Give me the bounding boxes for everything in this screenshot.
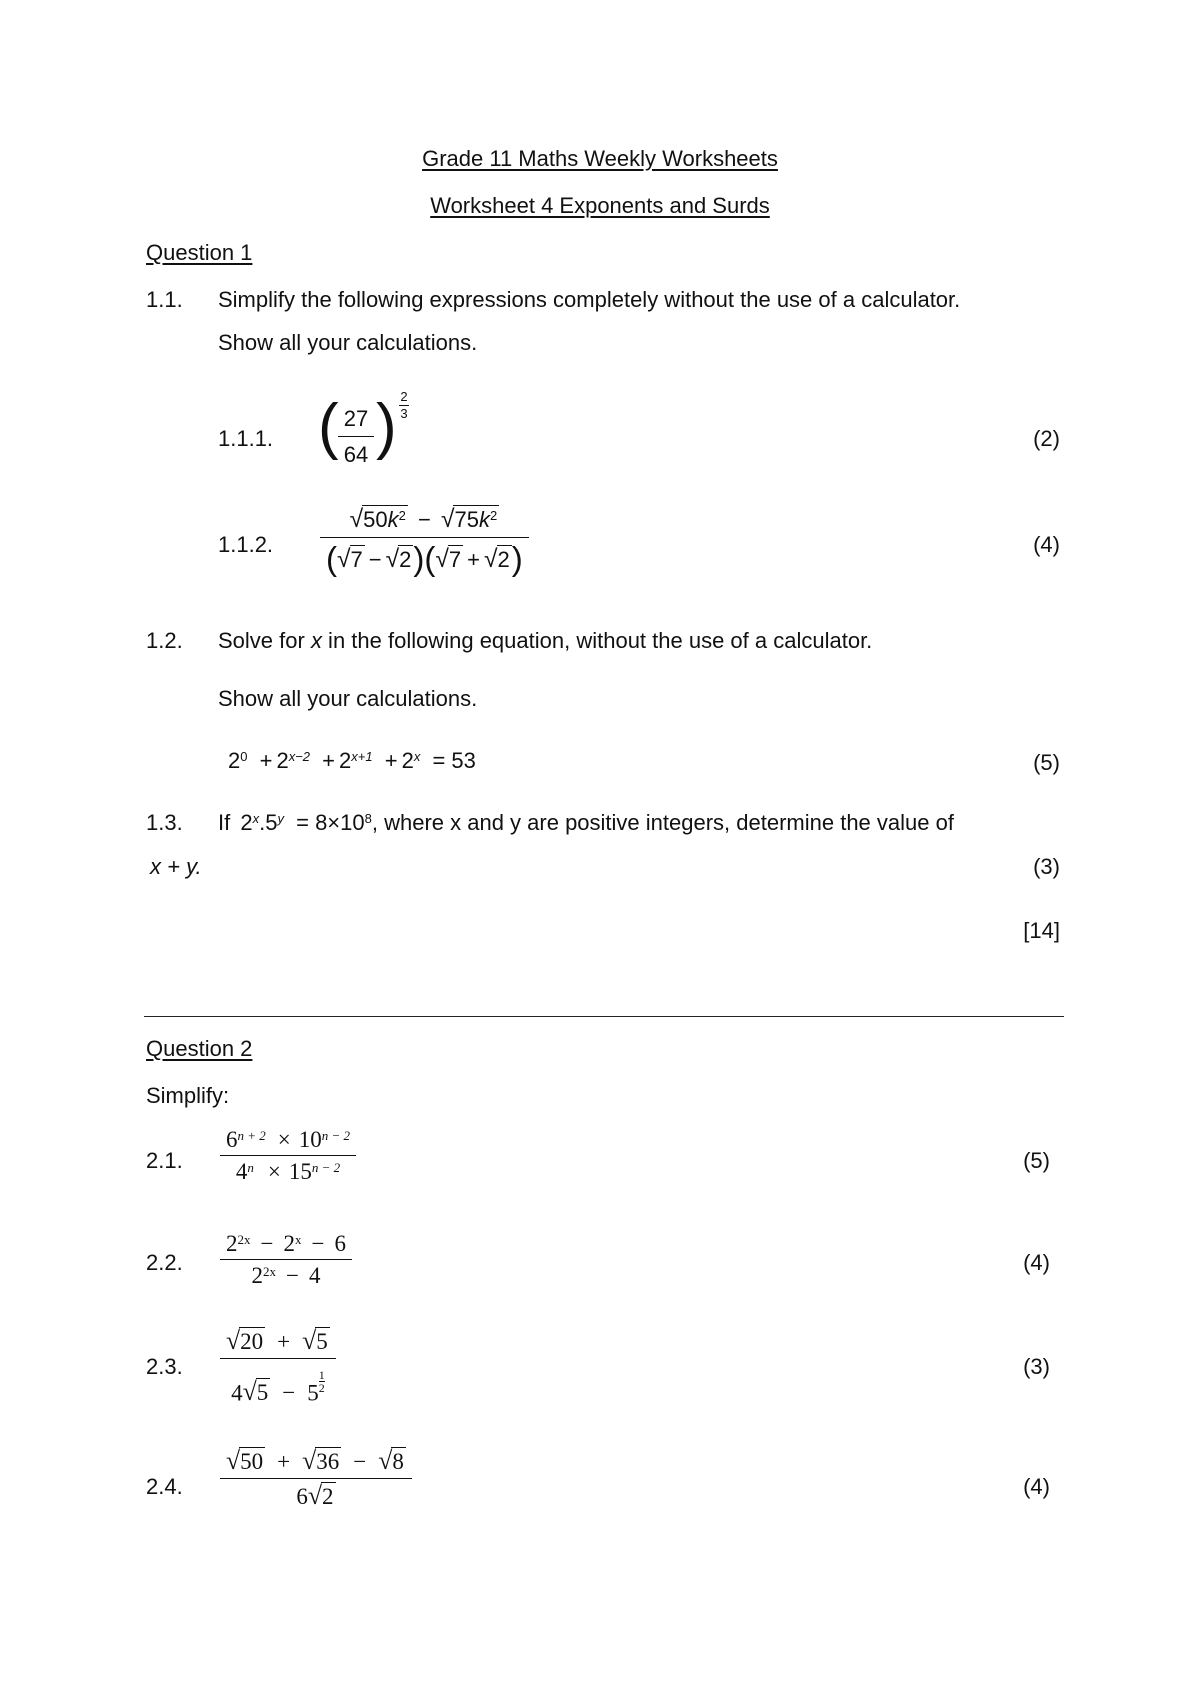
minus-sign: −: [368, 547, 382, 573]
exponent: 0: [240, 748, 248, 764]
fraction-denominator: $2^{2x} - 4$: [220, 1259, 352, 1287]
radical: √50: [226, 1446, 264, 1475]
radical: √8: [378, 1446, 404, 1475]
fraction-bar: [338, 436, 374, 437]
left-paren: (: [326, 539, 337, 577]
left-paren: (: [318, 392, 339, 461]
q2-1-expression: [220, 1128, 356, 1183]
fraction-denominator: 64: [343, 442, 369, 467]
q1-3-marks: (3): [1033, 854, 1060, 879]
q2-3-number: 2.3.: [146, 1354, 183, 1379]
fraction-numerator: [320, 508, 529, 537]
q2-4-expression: [220, 1448, 412, 1509]
q1-1-1-number: 1.1.1.: [218, 426, 274, 451]
q1-1-2-expression: [320, 508, 529, 575]
radical: √7: [337, 546, 363, 574]
radical: √20: [226, 1326, 264, 1355]
q1-1-1-marks: (2): [1033, 426, 1060, 451]
right-paren: ): [511, 539, 523, 577]
fraction-numerator: 27: [343, 406, 369, 431]
minus-sign: −: [417, 507, 431, 532]
exponent: 8: [364, 810, 372, 826]
variable-k: k: [478, 507, 490, 532]
radicand-number: 50: [363, 507, 388, 532]
radical: √2: [385, 546, 412, 574]
q2-4-number: 2.4.: [146, 1474, 183, 1499]
variable-x: x: [310, 628, 322, 653]
q1-2-instruction: Solve for x in the following equation, without the use of a calculator.: [218, 628, 873, 653]
q1-3-number: 1.3.: [146, 810, 183, 835]
q1-2-number: 1.2.: [146, 628, 183, 653]
fraction-numerator: √50 + √36 − √8: [226, 1446, 404, 1475]
q1-2-equation: $2^0 + 2^{x-2} + 2^{x+1} + 2^x = 53$: [228, 748, 476, 773]
q1-3-expression: x + y.: [150, 854, 202, 879]
right-paren: ): [376, 392, 397, 461]
radical: √5: [302, 1326, 328, 1355]
q1-2-instruction-2: Show all your calculations.: [218, 686, 478, 711]
exponent: x+1: [351, 748, 373, 764]
section-divider: [144, 1016, 1064, 1017]
exponent: x: [413, 748, 421, 764]
q2-1-marks: (5): [1023, 1148, 1050, 1173]
radical: √2: [484, 546, 510, 574]
left-paren: (: [424, 539, 436, 577]
q2-2-number: 2.2.: [146, 1250, 183, 1275]
power: 2: [489, 507, 498, 523]
fraction: [220, 1448, 412, 1509]
variable-k: k: [387, 507, 399, 532]
q1-2-marks: (5): [1033, 750, 1060, 775]
q1-1-2-number: 1.1.2.: [218, 532, 274, 557]
radical: √7: [435, 546, 462, 574]
q2-3-marks: (3): [1023, 1354, 1050, 1379]
exponent: x: [252, 810, 260, 826]
fraction-numerator: √20 + √5: [226, 1326, 328, 1355]
fractional-exponent: $\frac{1}{2}$: [318, 1367, 325, 1395]
radical: √2: [307, 1480, 334, 1510]
right-paren: ): [413, 539, 425, 577]
radical: √5: [242, 1377, 269, 1407]
q1-1-instruction: Simplify the following expressions completely without the use of a calculator.: [218, 287, 961, 312]
q1-1-2-marks: (4): [1033, 532, 1060, 557]
fraction-denominator: 4√5 − 5 $\frac{1}{2}$: [220, 1358, 336, 1405]
fraction-denominator: 6√2: [220, 1478, 412, 1509]
q1-1-instruction-2: Show all your calculations.: [218, 330, 478, 355]
fraction-numerator: $2^{2x} - 2^x - 6$: [226, 1231, 346, 1256]
fraction-denominator: $4^n \times 15^{n - 2}$: [220, 1155, 356, 1183]
fraction: [220, 1128, 356, 1183]
question-2-heading: Question 2: [146, 1036, 253, 1061]
question-1-total: [14]: [1023, 918, 1060, 943]
radical: √36: [302, 1446, 340, 1475]
q2-3-expression: [220, 1328, 336, 1405]
worksheet-title: Grade 11 Maths Weekly Worksheets: [422, 146, 778, 171]
exponent: x−2: [288, 748, 311, 764]
fraction-numerator: $6^{n + 2} \times 10^{n - 2}$: [226, 1127, 351, 1152]
fraction-denominator: [320, 537, 529, 575]
radicand-number: 75: [454, 507, 479, 532]
q2-1-number: 2.1.: [146, 1148, 183, 1173]
radical: $√75k^2$: [440, 506, 498, 533]
q1-3-question: If $2^x.5^y = 8\times 10^8$, where x and y are positive integers, determine the value of: [218, 810, 954, 835]
fraction: [220, 1328, 336, 1405]
q2-2-marks: (4): [1023, 1250, 1050, 1275]
q2-4-marks: (4): [1023, 1474, 1050, 1499]
q1-1-number: 1.1.: [146, 287, 183, 312]
exponent-numerator: 2: [400, 389, 408, 404]
plus-sign: +: [467, 547, 481, 573]
fraction: [220, 1232, 352, 1287]
q2-2-expression: [220, 1232, 352, 1287]
question-2-intro: Simplify:: [146, 1083, 230, 1108]
exponent-denominator: 3: [400, 406, 408, 421]
radical: $√50k^2$: [349, 506, 406, 533]
worksheet-subtitle: Worksheet 4 Exponents and Surds: [430, 193, 770, 218]
fraction: [320, 508, 529, 575]
power: 2: [398, 507, 406, 523]
question-1-heading: Question 1: [146, 240, 253, 265]
exponent: y: [277, 810, 284, 826]
